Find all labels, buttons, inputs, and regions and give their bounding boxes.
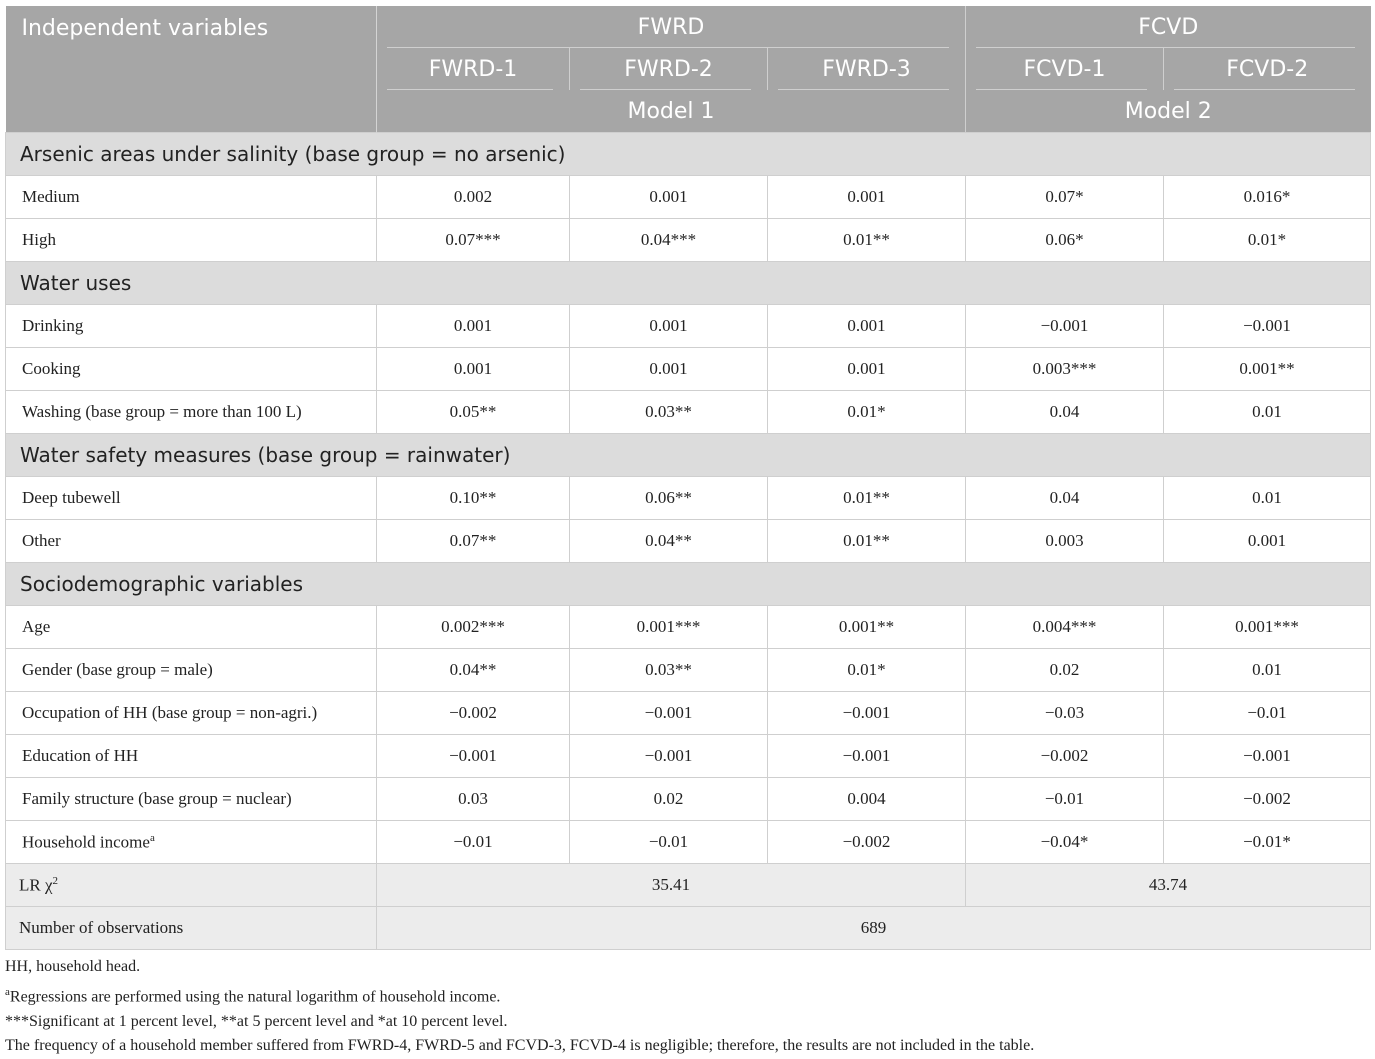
row-label-cooking: Cooking — [6, 348, 377, 391]
cell: 0.10** — [377, 477, 570, 520]
cell: 0.001 — [377, 305, 570, 348]
table-footnotes — [5, 955, 1034, 1059]
cell: 0.07** — [377, 520, 570, 563]
table-row — [6, 692, 1371, 735]
cell: 0.002*** — [377, 606, 570, 649]
cell: 0.06* — [966, 219, 1164, 262]
footnote-frequency: The frequency of a household member suffered from FWRD-4, FWRD-5 and FCVD-3, FCVD-4 is negligible; therefore, the results are not included in the table. — [5, 1037, 1035, 1055]
header-col-fwrd-2: FWRD-2 — [570, 48, 768, 90]
observations-label: Number of observations — [6, 907, 377, 950]
cell: 0.01 — [1164, 477, 1371, 520]
cell: 0.003 — [966, 520, 1164, 563]
row-label-washing: Washing (base group = more than 100 L) — [6, 391, 377, 434]
cell: 0.03 — [377, 778, 570, 821]
cell: 0.002 — [377, 176, 570, 219]
header-fcvd: FCVD — [966, 6, 1371, 48]
header-row-1 — [6, 6, 1371, 48]
section-row — [6, 262, 1371, 305]
cell: 0.016* — [1164, 176, 1371, 219]
table-row — [6, 520, 1371, 563]
cell: 0.01 — [1164, 391, 1371, 434]
section-sociodemographic: Sociodemographic variables — [6, 563, 1371, 606]
cell: 0.04** — [570, 520, 768, 563]
table-row — [6, 348, 1371, 391]
cell: 0.001 — [377, 348, 570, 391]
cell: −0.01* — [1164, 821, 1371, 864]
cell: 0.01** — [768, 477, 966, 520]
cell: −0.001 — [570, 735, 768, 778]
cell: 0.001 — [1164, 520, 1371, 563]
row-label-medium: Medium — [6, 176, 377, 219]
row-label-age: Age — [6, 606, 377, 649]
cell: −0.01 — [570, 821, 768, 864]
header-col-fwrd-1: FWRD-1 — [377, 48, 570, 90]
table-row — [6, 391, 1371, 434]
footnote-a-text: Regressions are performed using the natural logarithm of household income. — [9, 987, 501, 1005]
cell: 0.001 — [768, 305, 966, 348]
header-col-fwrd-3: FWRD-3 — [768, 48, 966, 90]
cell: 0.01* — [768, 391, 966, 434]
cell: 0.04*** — [570, 219, 768, 262]
row-label-education: Education of HH — [6, 735, 377, 778]
row-label-occupation: Occupation of HH (base group = non-agri.) — [6, 692, 377, 735]
cell: 0.001 — [570, 305, 768, 348]
row-label-income — [6, 821, 377, 864]
header-model-1: Model 1 — [377, 90, 966, 133]
regression-table-container — [5, 6, 1370, 950]
section-row — [6, 434, 1371, 477]
table-row — [6, 606, 1371, 649]
cell: 0.001*** — [1164, 606, 1371, 649]
cell: 0.04 — [966, 391, 1164, 434]
footnote-marker: a — [149, 831, 155, 844]
lr-label-text: LR χ — [19, 875, 53, 895]
table-row — [6, 821, 1371, 864]
cell: 0.02 — [570, 778, 768, 821]
cell: −0.001 — [768, 692, 966, 735]
cell: 0.01** — [768, 219, 966, 262]
section-water-safety: Water safety measures (base group = rainwater) — [6, 434, 1371, 477]
cell: 0.03** — [570, 649, 768, 692]
row-label-deep-tubewell: Deep tubewell — [6, 477, 377, 520]
cell: 0.04 — [966, 477, 1164, 520]
table-row — [6, 176, 1371, 219]
table-row — [6, 735, 1371, 778]
cell: −0.001 — [966, 305, 1164, 348]
footnote-a — [5, 980, 1034, 1010]
row-label-family: Family structure (base group = nuclear) — [6, 778, 377, 821]
cell: 0.05** — [377, 391, 570, 434]
footnote-a-marker: a — [5, 985, 10, 998]
cell: 0.01** — [768, 520, 966, 563]
cell: 0.001*** — [570, 606, 768, 649]
row-label-gender: Gender (base group = male) — [6, 649, 377, 692]
cell: 0.01* — [1164, 219, 1371, 262]
regression-table — [5, 6, 1371, 950]
stat-row-lr — [6, 864, 1371, 907]
cell: −0.001 — [768, 735, 966, 778]
row-label-high: High — [6, 219, 377, 262]
header-col-fcvd-1: FCVD-1 — [966, 48, 1164, 90]
lr-model-2-value: 43.74 — [966, 864, 1371, 907]
cell: 0.001** — [768, 606, 966, 649]
table-row — [6, 477, 1371, 520]
cell: 0.001 — [768, 348, 966, 391]
lr-label-sup: 2 — [52, 874, 59, 887]
cell: −0.01 — [377, 821, 570, 864]
header-independent-variables: Independent variables — [6, 6, 377, 133]
cell: 0.01 — [1164, 649, 1371, 692]
section-row — [6, 563, 1371, 606]
section-arsenic: Arsenic areas under salinity (base group = no arsenic) — [6, 133, 1371, 176]
cell: −0.001 — [377, 735, 570, 778]
cell: −0.03 — [966, 692, 1164, 735]
cell: 0.003*** — [966, 348, 1164, 391]
cell: −0.001 — [1164, 305, 1371, 348]
cell: 0.01* — [768, 649, 966, 692]
section-water-uses: Water uses — [6, 262, 1371, 305]
observations-value: 689 — [377, 907, 1371, 950]
lr-model-1-value: 35.41 — [377, 864, 966, 907]
cell: 0.001** — [1164, 348, 1371, 391]
cell: 0.03** — [570, 391, 768, 434]
cell: −0.01 — [966, 778, 1164, 821]
header-fwrd: FWRD — [377, 6, 966, 48]
cell: 0.02 — [966, 649, 1164, 692]
cell: 0.07* — [966, 176, 1164, 219]
stat-row-observations — [6, 907, 1371, 950]
cell: −0.01 — [1164, 692, 1371, 735]
row-label-drinking: Drinking — [6, 305, 377, 348]
cell: −0.04* — [966, 821, 1164, 864]
table-row — [6, 649, 1371, 692]
section-row — [6, 133, 1371, 176]
cell: 0.001 — [768, 176, 966, 219]
cell: −0.001 — [570, 692, 768, 735]
row-label-other: Other — [6, 520, 377, 563]
cell: −0.002 — [966, 735, 1164, 778]
cell: 0.07*** — [377, 219, 570, 262]
cell: −0.002 — [768, 821, 966, 864]
cell: 0.04** — [377, 649, 570, 692]
cell: −0.002 — [1164, 778, 1371, 821]
cell: 0.004*** — [966, 606, 1164, 649]
cell: −0.002 — [377, 692, 570, 735]
footnote-hh: HH, household head. — [5, 958, 141, 975]
table-row — [6, 305, 1371, 348]
header-model-2: Model 2 — [1124, 98, 1212, 124]
cell: 0.004 — [768, 778, 966, 821]
cell: 0.001 — [570, 176, 768, 219]
lr-chi2-label — [6, 864, 377, 907]
income-label-text: Household income — [22, 832, 150, 852]
cell: 0.001 — [570, 348, 768, 391]
table-row — [6, 219, 1371, 262]
table-row — [6, 778, 1371, 821]
cell: −0.001 — [1164, 735, 1371, 778]
cell: 0.06** — [570, 477, 768, 520]
header-col-fcvd-2: FCVD-2 — [1164, 48, 1371, 90]
footnote-significance: ***Significant at 1 percent level, **at 5 percent level and *at 10 percent level. — [5, 1012, 508, 1030]
